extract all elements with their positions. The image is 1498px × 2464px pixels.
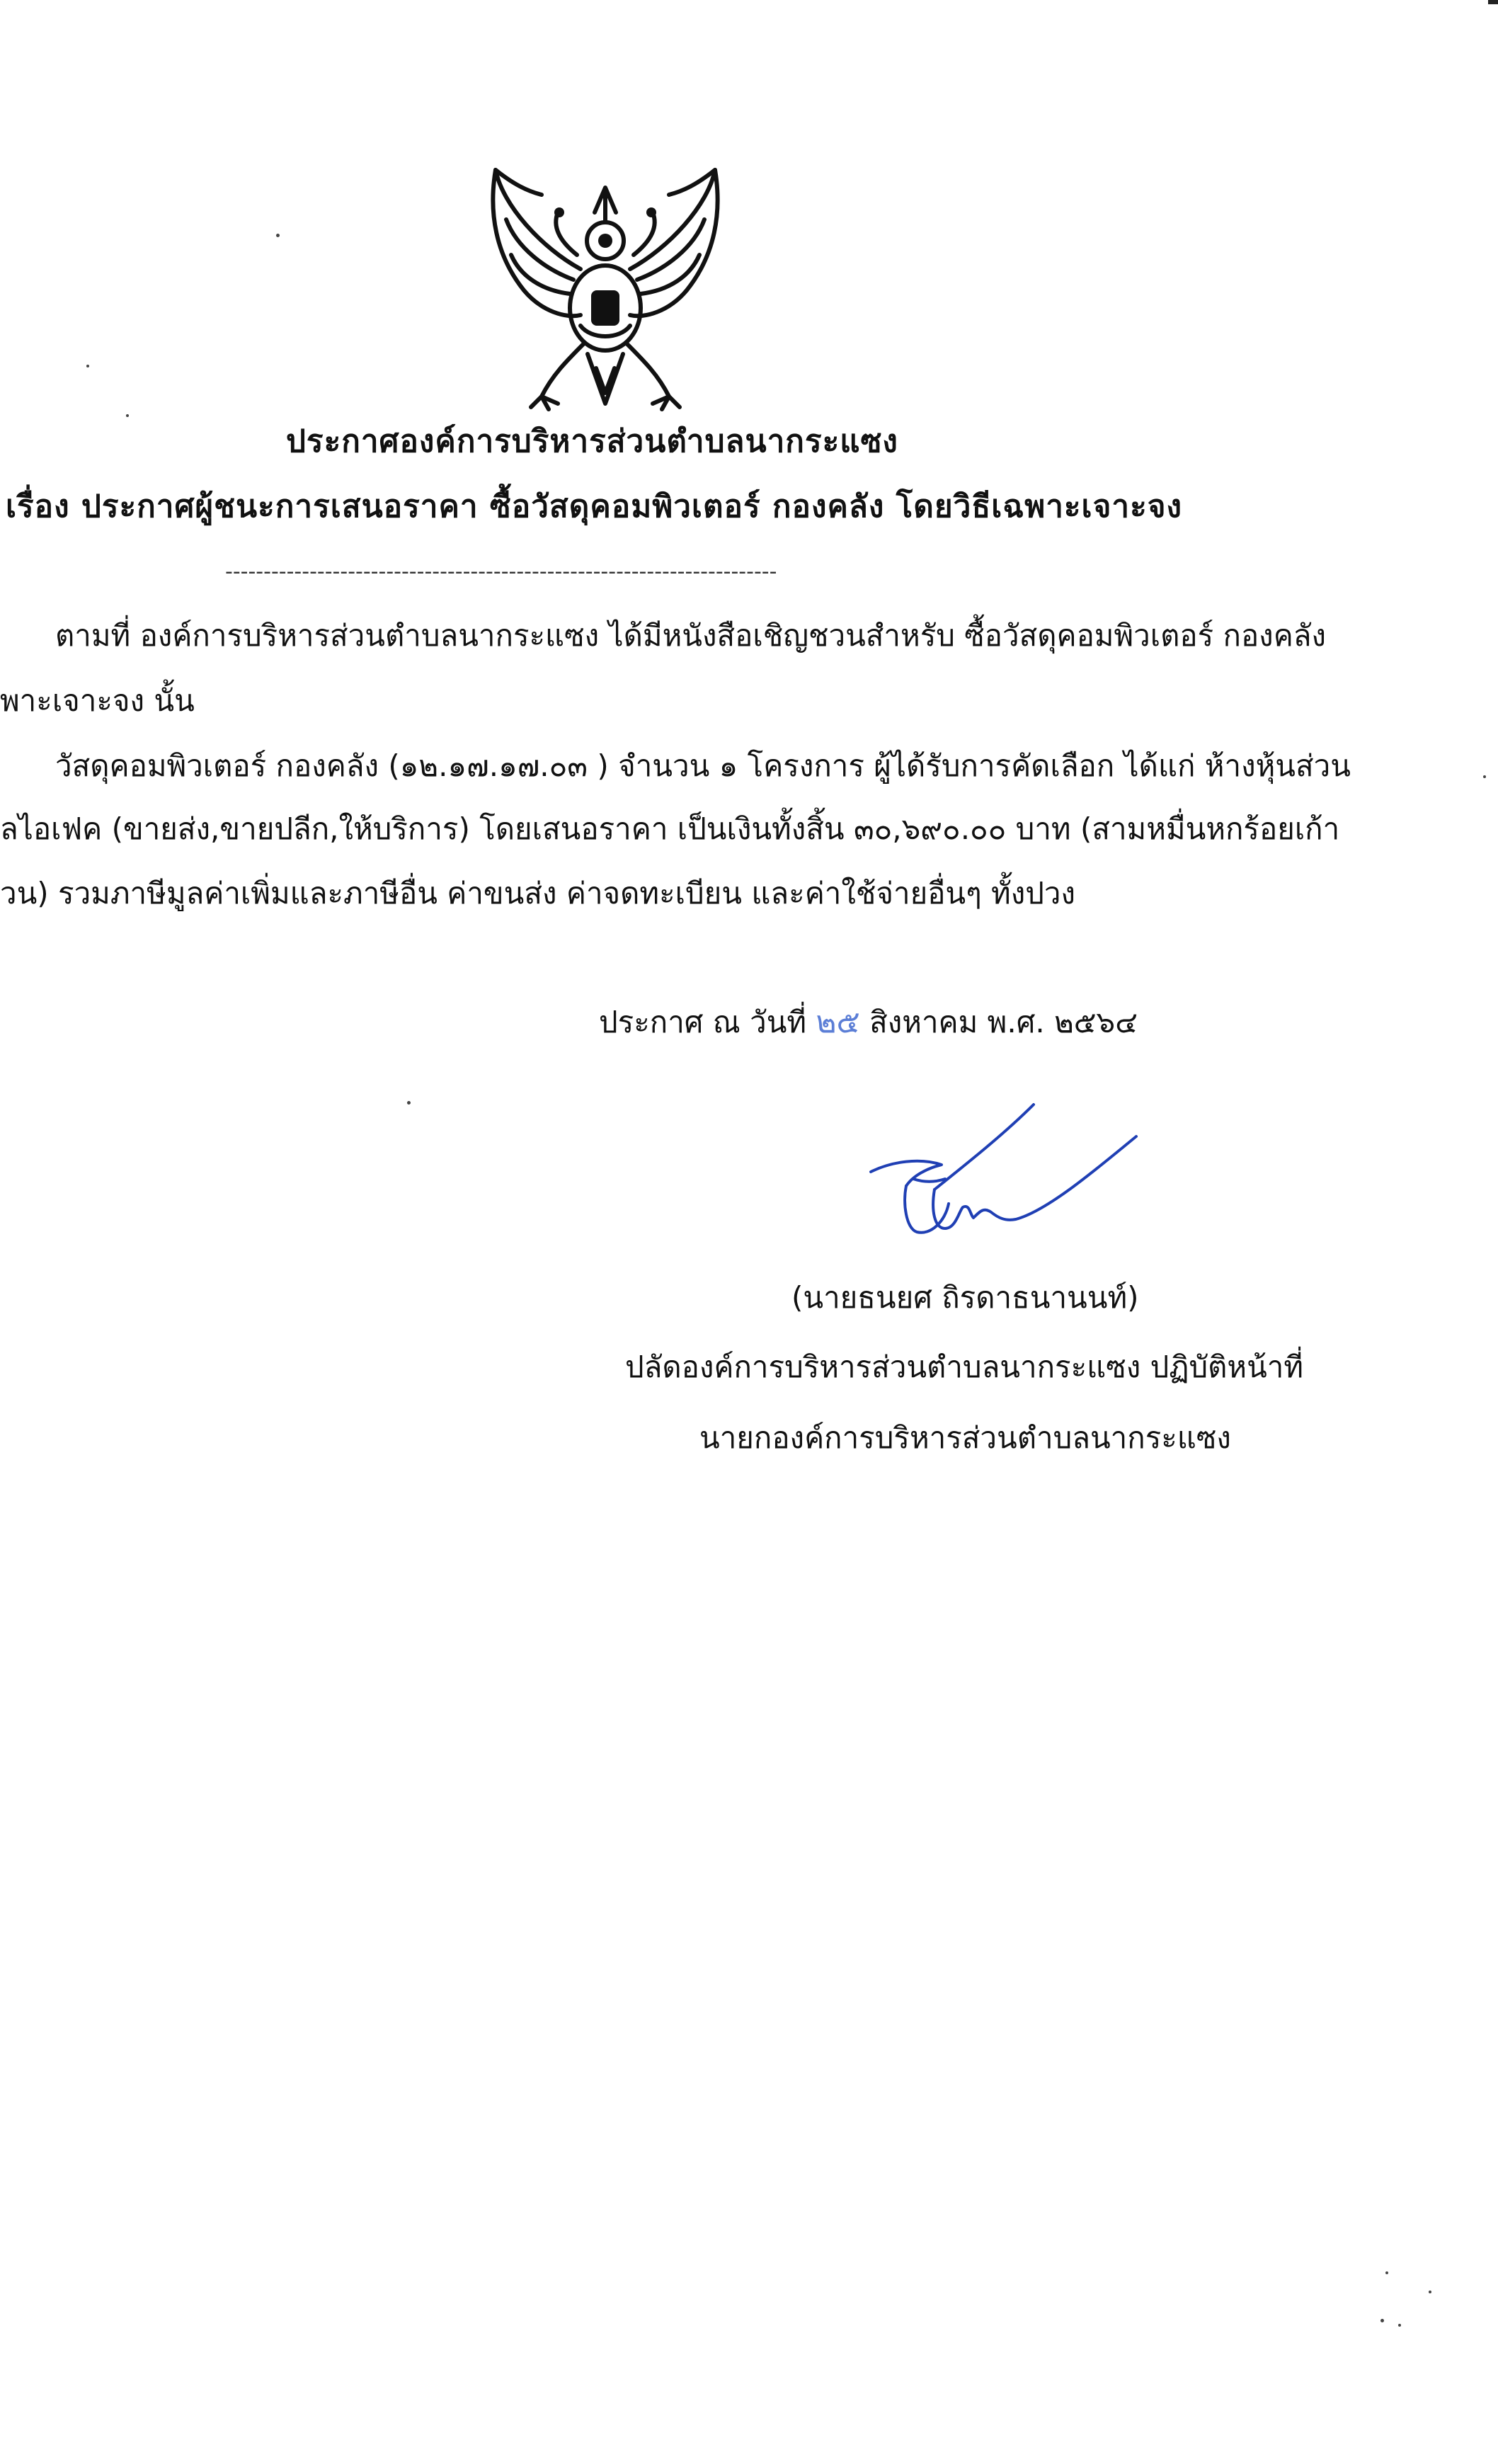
handwritten-signature	[864, 1090, 1147, 1253]
scan-speck	[1385, 2271, 1388, 2274]
announcement-suffix: สิงหาคม พ.ศ. ๒๕๖๔	[869, 1005, 1138, 1039]
scan-corner-mark	[1488, 0, 1498, 4]
document-subject: เรื่อง ประกาศผู้ชนะการเสนอราคา ซื้อวัสดุคอมพิวเตอร์ กองคลัง โดยวิธีเฉพาะเจาะจง	[6, 489, 1182, 525]
announcement-day: ๒๕	[816, 1004, 860, 1040]
announcement-date	[599, 1004, 1138, 1042]
scan-speck	[1483, 775, 1486, 778]
scan-speck	[1380, 2319, 1384, 2322]
paragraph-2-line-3: วน) รวมภาษีมูลค่าเพิ่มและภาษีอื่น ค่าขนส่ง ค่าจดทะเบียน และค่าใช้จ่ายอื่นๆ ทั้งปวง	[0, 876, 1075, 911]
signatory-position-1: ปลัดองค์การบริหารส่วนตำบลนากระแซง ปฏิบัติหน้าที่	[625, 1350, 1304, 1384]
scan-speck	[276, 234, 280, 237]
paragraph-2-line-2: ลไอเฟค (ขายส่ง,ขายปลีก,ให้บริการ) โดยเสนอราคา เป็นเงินทั้งสิ้น ๓๐,๖๙๐.๐๐ บาท (สามหมื่นหกร้อยเก้า	[0, 811, 1340, 846]
signatory-name: (นายธนยศ ถิรดาธนานนท์)	[791, 1280, 1139, 1315]
paragraph-2-line-1: วัสดุคอมพิวเตอร์ กองคลัง (๑๒.๑๗.๑๗.๐๓ ) จำนวน ๑ โครงการ ผู้ได้รับการคัดเลือก ได้แก่ ห้างหุ้นส่วน	[55, 748, 1351, 783]
separator-line: ------------------------------------------------------------------------	[225, 559, 777, 584]
scan-speck	[407, 1101, 411, 1105]
scan-speck	[86, 365, 89, 367]
paragraph-1-line-1: ตามที่ องค์การบริหารส่วนตำบลนากระแซง ได้มีหนังสือเชิญชวนสำหรับ ซื้อวัสดุคอมพิวเตอร์ กองคลัง	[55, 618, 1327, 653]
paragraph-1-line-2: พาะเจาะจง นั้น	[0, 683, 195, 718]
document-title: ประกาศองค์การบริหารส่วนตำบลนากระแซง	[286, 423, 898, 460]
garuda-emblem-icon	[474, 163, 736, 418]
scan-speck	[126, 414, 129, 417]
scan-speck	[1398, 2324, 1401, 2327]
scan-speck	[1429, 2291, 1431, 2293]
signatory-position-2: นายกองค์การบริหารส่วนตำบลนากระแซง	[699, 1420, 1231, 1455]
announcement-prefix: ประกาศ ณ วันที่	[599, 1005, 807, 1039]
